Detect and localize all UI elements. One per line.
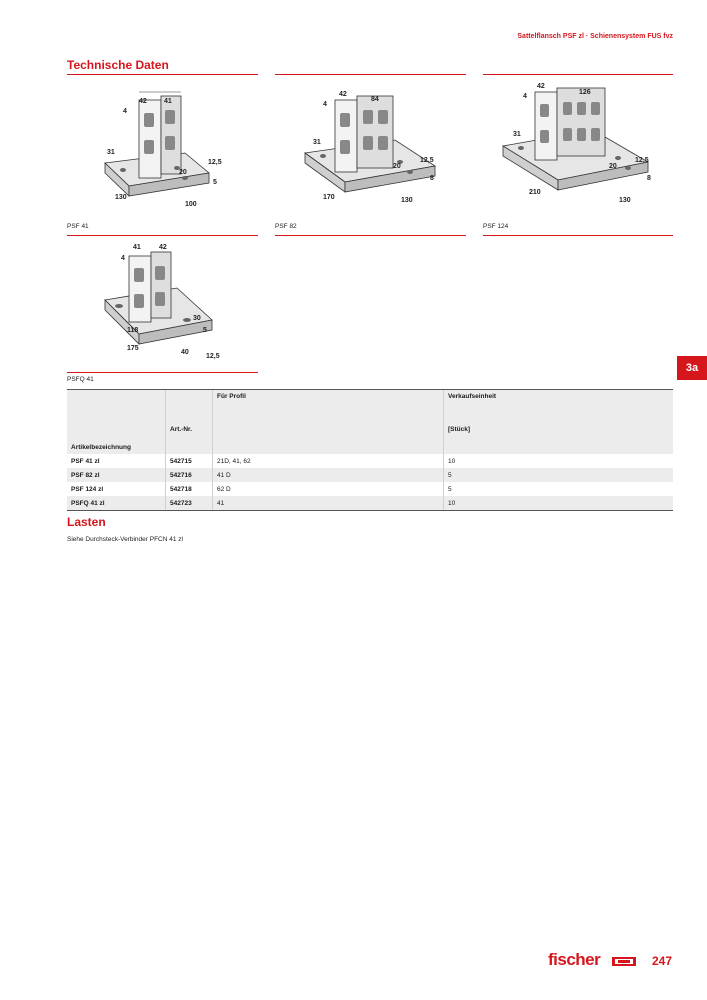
dim: 31 bbox=[313, 139, 321, 146]
dim: 20 bbox=[179, 169, 187, 176]
rule-caption-1 bbox=[67, 235, 258, 236]
figure-psf124 bbox=[483, 78, 673, 218]
chapter-tab: 3a bbox=[677, 356, 707, 380]
dim: 100 bbox=[185, 201, 197, 208]
rule-caption-4 bbox=[67, 372, 258, 373]
cell-profile: 62 D bbox=[213, 482, 444, 496]
loads-text: Siehe Durchsteck-Verbinder PFCN 41 zl bbox=[67, 536, 183, 543]
table-row bbox=[67, 454, 673, 468]
rule-3 bbox=[483, 74, 673, 75]
cell-name: PSF 124 zl bbox=[71, 485, 104, 493]
dim: 126 bbox=[579, 89, 591, 96]
dim: 8 bbox=[647, 175, 651, 182]
col-header-unit: Verkaufseinheit bbox=[444, 390, 674, 407]
brand-mark-icon bbox=[612, 957, 636, 966]
dim: 42 bbox=[537, 83, 545, 90]
figure-caption: PSF 124 bbox=[483, 223, 509, 230]
dim: 84 bbox=[371, 96, 379, 103]
page-number: 247 bbox=[652, 954, 673, 968]
cell-name: PSFQ 41 zl bbox=[67, 496, 166, 511]
dim: 30 bbox=[193, 315, 201, 322]
dim: 130 bbox=[619, 197, 631, 204]
rule-1 bbox=[67, 74, 258, 75]
dim: 41 bbox=[164, 98, 172, 105]
dim: 20 bbox=[609, 163, 617, 170]
figure-psf41 bbox=[67, 78, 258, 218]
dim: 175 bbox=[127, 345, 139, 352]
dim: 42 bbox=[139, 98, 147, 105]
dim: 12,5 bbox=[420, 157, 434, 164]
figure-caption: PSFQ 41 bbox=[67, 376, 94, 383]
cell-name: PSF 82 zl bbox=[67, 468, 166, 482]
dim: 31 bbox=[513, 131, 521, 138]
article-table bbox=[67, 389, 673, 511]
rule-caption-3 bbox=[483, 235, 673, 236]
dim: 130 bbox=[115, 194, 127, 201]
cell-unit: 5 bbox=[444, 468, 674, 482]
dim: 41 bbox=[133, 244, 141, 251]
col-header-unit-sub: [Stück] bbox=[444, 406, 674, 436]
dim: 12,5 bbox=[206, 353, 220, 360]
dim: 31 bbox=[107, 149, 115, 156]
dim: 42 bbox=[339, 91, 347, 98]
dim: 4 bbox=[523, 93, 527, 100]
figure-caption: PSF 41 bbox=[67, 223, 89, 230]
cell-art: 542718 bbox=[166, 482, 213, 496]
section-title-technical: Technische Daten bbox=[67, 58, 169, 72]
dim: 5 bbox=[203, 327, 207, 334]
dim: 8 bbox=[430, 175, 434, 182]
table-row bbox=[67, 482, 673, 496]
dim: 4 bbox=[323, 101, 327, 108]
brand-logo: fischer bbox=[548, 950, 601, 969]
figure-psf82 bbox=[275, 78, 466, 218]
col-header-art: Art.-Nr. bbox=[166, 406, 213, 436]
cell-art: 542715 bbox=[166, 454, 213, 468]
dim: 210 bbox=[529, 189, 541, 196]
cell-profile: 21D, 41, 62 bbox=[213, 454, 444, 468]
cell-unit: 10 bbox=[444, 454, 674, 468]
dim: 4 bbox=[123, 108, 127, 115]
rule-caption-2 bbox=[275, 235, 466, 236]
dim: 4 bbox=[121, 255, 125, 262]
col-header-name: Artikelbezeichnung bbox=[67, 436, 166, 454]
dim: 42 bbox=[159, 244, 167, 251]
dim: 40 bbox=[181, 349, 189, 356]
figure-psfq41 bbox=[67, 238, 258, 366]
dim: 20 bbox=[393, 163, 401, 170]
dim: 12,5 bbox=[635, 157, 649, 164]
table-row bbox=[67, 496, 673, 511]
dim: 12,5 bbox=[208, 159, 222, 166]
cell-unit: 5 bbox=[444, 482, 674, 496]
cell-profile: 41 D bbox=[213, 468, 444, 482]
section-title-loads: Lasten bbox=[67, 515, 106, 529]
table-row bbox=[67, 468, 673, 482]
dim: 170 bbox=[323, 194, 335, 201]
col-header-profile: Für Profil bbox=[213, 390, 444, 407]
dim: 130 bbox=[401, 197, 413, 204]
dim: 118 bbox=[127, 327, 139, 334]
cell-art: 542716 bbox=[166, 468, 213, 482]
figure-caption: PSF 82 bbox=[275, 223, 297, 230]
cell-art: 542723 bbox=[166, 496, 213, 511]
running-header: Sattelflansch PSF zl · Schienensystem FUS fvz bbox=[517, 33, 673, 40]
cell-unit: 10 bbox=[444, 496, 674, 511]
dim: 5 bbox=[213, 179, 217, 186]
cell-profile: 41 bbox=[213, 496, 444, 511]
rule-2 bbox=[275, 74, 466, 75]
cell-name: PSF 41 zl bbox=[71, 457, 100, 465]
